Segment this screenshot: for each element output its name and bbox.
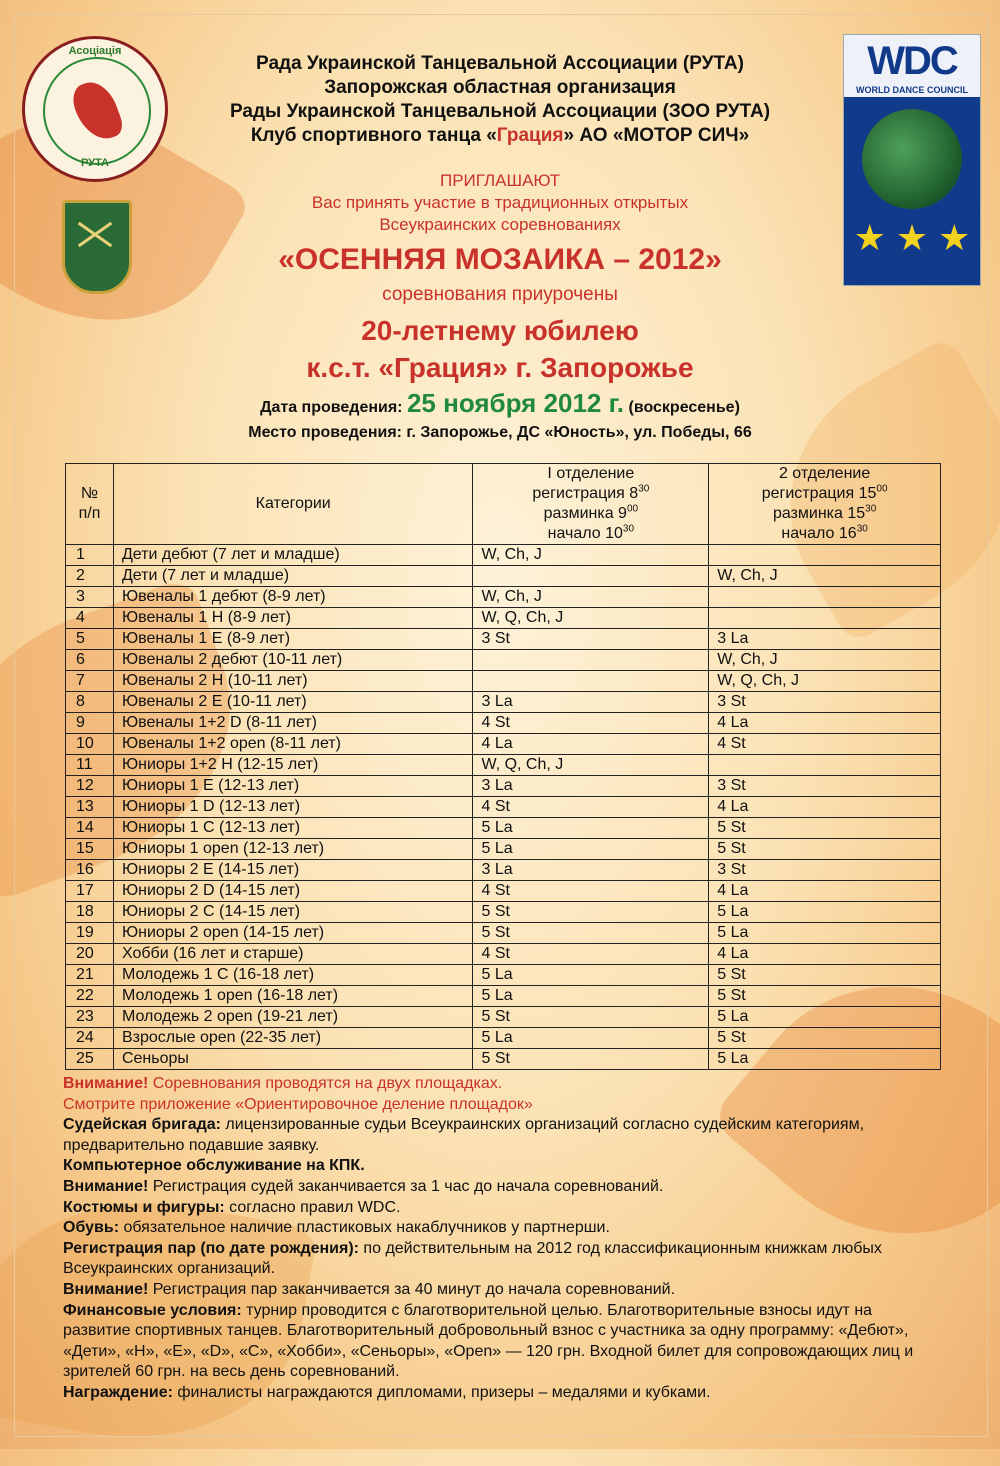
row-session-2 bbox=[709, 755, 941, 776]
table-row bbox=[66, 545, 941, 566]
note-text: лицензированные судьи Всеукраинских организаций согласно судейским категориям, предварительно подавшие заявку. bbox=[63, 1116, 865, 1154]
row-session-1: 4 St bbox=[473, 881, 709, 902]
categories-table bbox=[65, 463, 941, 1070]
row-number: 5 bbox=[66, 629, 114, 650]
conditions-notes bbox=[63, 1074, 943, 1404]
row-number: 23 bbox=[66, 1007, 114, 1028]
row-session-2: 5 St bbox=[709, 818, 941, 839]
note-label: Финансовые условия: bbox=[63, 1301, 242, 1319]
row-session-2: 4 La bbox=[709, 944, 941, 965]
header-number-sign: № bbox=[80, 485, 99, 502]
row-session-1: 4 St bbox=[473, 797, 709, 818]
table-row bbox=[66, 734, 941, 755]
organizer-line: Рада Украинской Танцевальной Ассоциации (РУТА) bbox=[256, 53, 744, 74]
session-1-title: I отделение bbox=[547, 465, 635, 482]
row-number: 16 bbox=[66, 860, 114, 881]
row-number: 11 bbox=[66, 755, 114, 776]
note-pairs-registration bbox=[63, 1239, 943, 1280]
row-session-1: 5 La bbox=[473, 1028, 709, 1049]
row-session-2 bbox=[709, 545, 941, 566]
jubilee-heading bbox=[150, 312, 850, 386]
row-session-1: 4 St bbox=[473, 944, 709, 965]
table-row bbox=[66, 776, 941, 797]
row-category: Юниоры 1 open (12-13 лет) bbox=[113, 839, 473, 860]
note-label: Внимание! bbox=[63, 1075, 149, 1092]
table-row bbox=[66, 587, 941, 608]
row-session-1 bbox=[473, 671, 709, 692]
event-title: «ОСЕННЯЯ МОЗАИКА – 2012» bbox=[278, 243, 722, 276]
row-session-2: 5 La bbox=[709, 1007, 941, 1028]
header-category: Категории bbox=[113, 464, 473, 545]
note-label: Компьютерное обслуживание на КПК. bbox=[63, 1157, 365, 1175]
row-session-1: 3 La bbox=[473, 776, 709, 797]
table-row bbox=[66, 944, 941, 965]
session-1-registration: регистрация 8 bbox=[532, 485, 639, 502]
row-category: Дети дебют (7 лет и младше) bbox=[113, 545, 473, 566]
row-number: 15 bbox=[66, 839, 114, 860]
row-category: Ювеналы 1 Е (8-9 лет) bbox=[113, 629, 473, 650]
row-session-2 bbox=[709, 587, 941, 608]
row-session-1: 5 St bbox=[473, 1049, 709, 1070]
date-weekday: (воскресенье) bbox=[628, 399, 740, 416]
row-session-2: 5 St bbox=[709, 1028, 941, 1049]
table-header-row bbox=[66, 464, 941, 545]
note-annex: Смотрите приложение «Ориентировочное деление площадок» bbox=[63, 1095, 533, 1113]
note-label: Внимание! bbox=[63, 1280, 149, 1298]
note-label: Внимание! bbox=[63, 1177, 149, 1195]
row-session-2: 5 La bbox=[709, 1049, 941, 1070]
date-value: 25 ноября 2012 г. bbox=[406, 388, 625, 418]
note-awards bbox=[63, 1383, 943, 1404]
session-2-warmup-minutes: 30 bbox=[865, 503, 877, 515]
row-session-2: 3 St bbox=[709, 692, 941, 713]
row-session-1: 5 St bbox=[473, 902, 709, 923]
ruta-logo bbox=[22, 36, 168, 182]
row-number: 12 bbox=[66, 776, 114, 797]
ruta-ring-text: Асоціація bbox=[68, 45, 122, 57]
table-row bbox=[66, 1049, 941, 1070]
row-category: Молодежь 1 open (16-18 лет) bbox=[113, 986, 473, 1007]
row-session-2: 5 La bbox=[709, 923, 941, 944]
row-number: 18 bbox=[66, 902, 114, 923]
ruta-name: РУТА bbox=[80, 157, 109, 169]
row-category: Ювеналы 1 дебют (8-9 лет) bbox=[113, 587, 473, 608]
note-shoes bbox=[63, 1218, 943, 1239]
session-1-start-minutes: 30 bbox=[622, 523, 635, 535]
session-2-start-minutes: 30 bbox=[856, 523, 868, 535]
session-2-registration-minutes: 00 bbox=[876, 483, 888, 495]
organizer-line: Запорожская областная организация bbox=[324, 77, 676, 98]
invitation bbox=[190, 170, 810, 236]
globe-icon bbox=[862, 109, 962, 209]
club-prefix: Клуб спортивного танца « bbox=[250, 125, 497, 146]
row-number: 3 bbox=[66, 587, 114, 608]
note-label: Награждение: bbox=[63, 1383, 173, 1401]
row-session-2: W, Ch, J bbox=[709, 566, 941, 587]
eu-stars-icon: ★ ★ ★ bbox=[853, 217, 971, 258]
row-session-1: 4 La bbox=[473, 734, 709, 755]
row-category: Юниоры 2 Е (14-15 лет) bbox=[113, 860, 473, 881]
note-text: Регистрация пар заканчивается за 40 минут до начала соревнований. bbox=[148, 1280, 676, 1298]
row-session-1: 4 St bbox=[473, 713, 709, 734]
session-2-title: 2 отделение bbox=[778, 465, 871, 482]
row-session-2: 3 St bbox=[709, 860, 941, 881]
row-category: Юниоры 2 С (14-15 лет) bbox=[113, 902, 473, 923]
row-category: Ювеналы 1+2 D (8-11 лет) bbox=[113, 713, 473, 734]
event-subtitle: соревнования приурочены bbox=[382, 284, 618, 305]
note-finance bbox=[63, 1301, 943, 1383]
row-session-1: 5 St bbox=[473, 923, 709, 944]
organizer-line bbox=[190, 124, 810, 148]
table-row bbox=[66, 755, 941, 776]
note-label: Костюмы и фигуры: bbox=[63, 1198, 225, 1216]
jubilee-line: 20-летнему юбилею bbox=[361, 315, 639, 346]
row-number: 10 bbox=[66, 734, 114, 755]
row-category: Молодежь 2 open (19-21 лет) bbox=[113, 1007, 473, 1028]
row-session-1: W, Q, Ch, J bbox=[473, 755, 709, 776]
organizers-header bbox=[190, 52, 810, 148]
note-text: согласно правил WDC. bbox=[224, 1198, 401, 1216]
row-session-2: 3 La bbox=[709, 629, 941, 650]
table-row bbox=[66, 860, 941, 881]
note-costumes bbox=[63, 1198, 943, 1219]
table-row bbox=[66, 671, 941, 692]
note-label: Судейская бригада: bbox=[63, 1116, 221, 1134]
row-session-2: 4 La bbox=[709, 797, 941, 818]
row-number: 20 bbox=[66, 944, 114, 965]
event-date bbox=[140, 388, 860, 419]
row-number: 4 bbox=[66, 608, 114, 629]
row-session-1: 3 St bbox=[473, 629, 709, 650]
row-number: 25 bbox=[66, 1049, 114, 1070]
table-row bbox=[66, 650, 941, 671]
row-session-1: 5 La bbox=[473, 986, 709, 1007]
row-session-1: 5 La bbox=[473, 965, 709, 986]
row-category: Хобби (16 лет и старше) bbox=[113, 944, 473, 965]
table-row bbox=[66, 818, 941, 839]
table-row bbox=[66, 881, 941, 902]
note-judges-registration bbox=[63, 1177, 943, 1198]
note-text: Регистрация судей заканчивается за 1 час до начала соревнований. bbox=[148, 1177, 664, 1195]
club-name: Грация bbox=[496, 125, 564, 146]
row-number: 13 bbox=[66, 797, 114, 818]
row-category: Юниоры 1 Е (12-13 лет) bbox=[113, 776, 473, 797]
row-session-1 bbox=[473, 650, 709, 671]
row-session-1: 3 La bbox=[473, 860, 709, 881]
session-1-warmup: разминка 9 bbox=[543, 505, 627, 522]
row-category: Юниоры 1 D (12-13 лет) bbox=[113, 797, 473, 818]
table-row bbox=[66, 902, 941, 923]
row-category: Юниоры 2 D (14-15 лет) bbox=[113, 881, 473, 902]
session-2-warmup: разминка 15 bbox=[772, 505, 866, 522]
row-session-1: 5 St bbox=[473, 1007, 709, 1028]
session-1-warmup-minutes: 00 bbox=[626, 503, 639, 515]
row-number: 9 bbox=[66, 713, 114, 734]
session-1-start: начало 10 bbox=[547, 525, 623, 542]
table-row bbox=[66, 692, 941, 713]
row-session-2: 4 St bbox=[709, 734, 941, 755]
table-row bbox=[66, 713, 941, 734]
row-category: Ювеналы 1+2 open (8-11 лет) bbox=[113, 734, 473, 755]
note-text: по действительным на 2012 год классификационным книжкам любых Всеукраинских организаций. bbox=[63, 1239, 882, 1278]
table-row bbox=[66, 566, 941, 587]
note-text: финалисты награждаются дипломами, призеры – медалями и кубками. bbox=[172, 1383, 711, 1401]
row-number: 24 bbox=[66, 1028, 114, 1049]
row-number: 2 bbox=[66, 566, 114, 587]
row-session-1: W, Ch, J bbox=[473, 545, 709, 566]
note-label: Обувь: bbox=[63, 1219, 120, 1237]
header-session-1 bbox=[473, 464, 709, 545]
wdc-name: WORLD DANCE COUNCIL bbox=[856, 85, 968, 95]
row-session-1: 5 La bbox=[473, 818, 709, 839]
note-text: обязательное наличие пластиковых накаблучников у партнерши. bbox=[119, 1219, 610, 1237]
invite-line: ПРИГЛАШАЮТ bbox=[439, 171, 561, 190]
header-number bbox=[66, 464, 114, 545]
row-session-2: 5 La bbox=[709, 902, 941, 923]
table-row bbox=[66, 923, 941, 944]
session-2-registration: регистрация 15 bbox=[761, 485, 877, 502]
row-session-2: 4 La bbox=[709, 881, 941, 902]
row-session-1: W, Ch, J bbox=[473, 587, 709, 608]
note-pairs-deadline bbox=[63, 1280, 943, 1301]
row-number: 1 bbox=[66, 545, 114, 566]
jubilee-line: к.с.т. «Грация» г. Запорожье bbox=[306, 352, 694, 383]
table-row bbox=[66, 1028, 941, 1049]
note-label: Регистрация пар (по дате рождения): bbox=[63, 1239, 359, 1257]
row-category: Сеньоры bbox=[113, 1049, 473, 1070]
row-session-1: 3 La bbox=[473, 692, 709, 713]
row-category: Ювеналы 2 Е (10-11 лет) bbox=[113, 692, 473, 713]
row-category: Юниоры 1+2 Н (12-15 лет) bbox=[113, 755, 473, 776]
row-number: 21 bbox=[66, 965, 114, 986]
row-category: Взрослые open (22-35 лет) bbox=[113, 1028, 473, 1049]
table-row bbox=[66, 986, 941, 1007]
session-1-registration-minutes: 30 bbox=[638, 483, 650, 495]
note-attention-platforms bbox=[63, 1074, 943, 1095]
row-category: Ювеналы 1 Н (8-9 лет) bbox=[113, 608, 473, 629]
row-number: 6 bbox=[66, 650, 114, 671]
note-text: турнир проводится с благотворительной целью. Благотворительные взносы идут на развитие спортивных танцев. Благотворительный добровольный взнос с участника за одну программу: «Дебют», «Дети», «Н», «Е», «D», «С», «Хобби», «Сеньоры», «Open» — 120 грн. Входной билет для сопровождающих лиц и зрителей 60 грн. на весь день соревнований. bbox=[63, 1301, 914, 1381]
table-row bbox=[66, 1007, 941, 1028]
row-session-2: 4 La bbox=[709, 713, 941, 734]
club-suffix: » АО «МОТОР СИЧ» bbox=[563, 125, 750, 146]
table-row bbox=[66, 965, 941, 986]
row-session-1: 5 La bbox=[473, 839, 709, 860]
note-text: Соревнования проводятся на двух площадках. bbox=[148, 1075, 503, 1092]
row-session-2: 5 St bbox=[709, 986, 941, 1007]
table-row bbox=[66, 839, 941, 860]
note-computer bbox=[63, 1156, 943, 1177]
date-label: Дата проведения: bbox=[260, 399, 403, 416]
row-number: 19 bbox=[66, 923, 114, 944]
zaporizhzhia-coat-of-arms bbox=[62, 200, 132, 294]
row-session-2: W, Ch, J bbox=[709, 650, 941, 671]
row-number: 22 bbox=[66, 986, 114, 1007]
header-session-2 bbox=[709, 464, 941, 545]
header-number-abbr: п/п bbox=[78, 505, 101, 522]
event-place: Место проведения: г. Запорожье, ДС «Юность», ул. Победы, 66 bbox=[248, 424, 752, 441]
wdc-wordmark: WDC bbox=[867, 39, 957, 83]
session-2-start: начало 16 bbox=[781, 525, 857, 542]
row-category: Дети (7 лет и младше) bbox=[113, 566, 473, 587]
row-session-2 bbox=[709, 608, 941, 629]
row-number: 7 bbox=[66, 671, 114, 692]
table-row bbox=[66, 608, 941, 629]
row-session-2: 5 St bbox=[709, 965, 941, 986]
row-session-2: 3 St bbox=[709, 776, 941, 797]
row-number: 8 bbox=[66, 692, 114, 713]
row-session-1: W, Q, Ch, J bbox=[473, 608, 709, 629]
row-category: Ювеналы 2 дебют (10-11 лет) bbox=[113, 650, 473, 671]
row-category: Ювеналы 2 Н (10-11 лет) bbox=[113, 671, 473, 692]
invite-line: Всеукраинских соревнованиях bbox=[379, 215, 621, 234]
organizer-line: Рады Украинской Танцевальной Ассоциации (ЗОО РУТА) bbox=[229, 101, 771, 122]
table-row bbox=[66, 797, 941, 818]
invite-line: Вас принять участие в традиционных открытых bbox=[311, 193, 689, 212]
note-judges bbox=[63, 1115, 943, 1156]
row-category: Молодежь 1 С (16-18 лет) bbox=[113, 965, 473, 986]
row-category: Юниоры 1 С (12-13 лет) bbox=[113, 818, 473, 839]
row-session-2: W, Q, Ch, J bbox=[709, 671, 941, 692]
table-row bbox=[66, 629, 941, 650]
row-session-1 bbox=[473, 566, 709, 587]
row-session-2: 5 St bbox=[709, 839, 941, 860]
row-number: 17 bbox=[66, 881, 114, 902]
row-number: 14 bbox=[66, 818, 114, 839]
row-category: Юниоры 2 open (14-15 лет) bbox=[113, 923, 473, 944]
